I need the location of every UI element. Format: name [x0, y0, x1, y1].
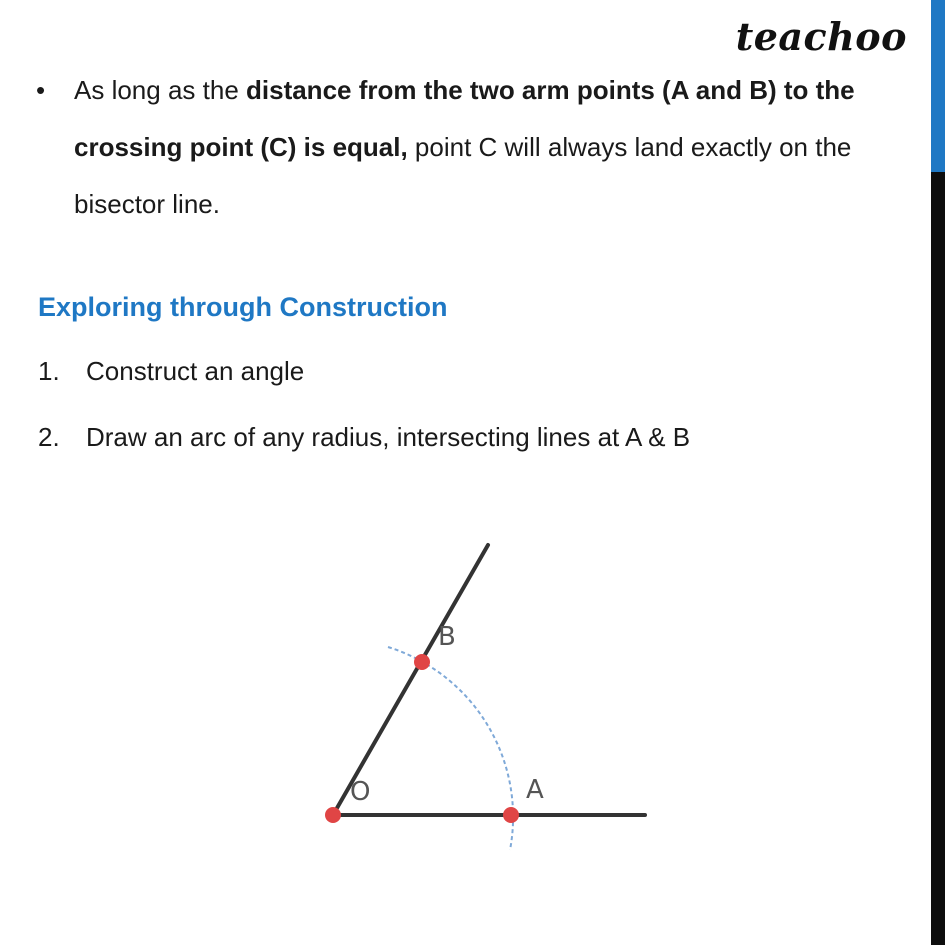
- point-o: [325, 807, 341, 823]
- bullet-text-bold: distance from the two arm points (A and B) to the crossing point (C) is equal,: [74, 75, 855, 162]
- label-a: A: [526, 775, 544, 805]
- bullet-text: [74, 62, 896, 233]
- bullet-dot-icon: •: [36, 75, 46, 105]
- angle-construction-figure: [300, 525, 680, 865]
- teachoo-logo: teachoo: [735, 14, 907, 59]
- bullet-text-lead: As long as the: [74, 75, 246, 105]
- step-number: 2.: [38, 422, 60, 452]
- construction-arc: [388, 647, 513, 850]
- bullet-text-tail: point C will always land exactly on the bisector line.: [74, 132, 852, 219]
- step-number: 1.: [38, 356, 60, 386]
- point-b: [414, 654, 430, 670]
- label-b: B: [438, 622, 456, 652]
- step-text: Draw an arc of any radius, intersecting lines at A & B: [86, 422, 691, 452]
- point-a: [503, 807, 519, 823]
- step-text: Construct an angle: [86, 356, 305, 386]
- ray-ob: [333, 545, 488, 815]
- bullet-paragraph: [36, 62, 896, 233]
- right-bar-accent: [931, 0, 945, 172]
- section-heading: Exploring through Construction: [38, 292, 448, 322]
- label-o: O: [350, 777, 371, 807]
